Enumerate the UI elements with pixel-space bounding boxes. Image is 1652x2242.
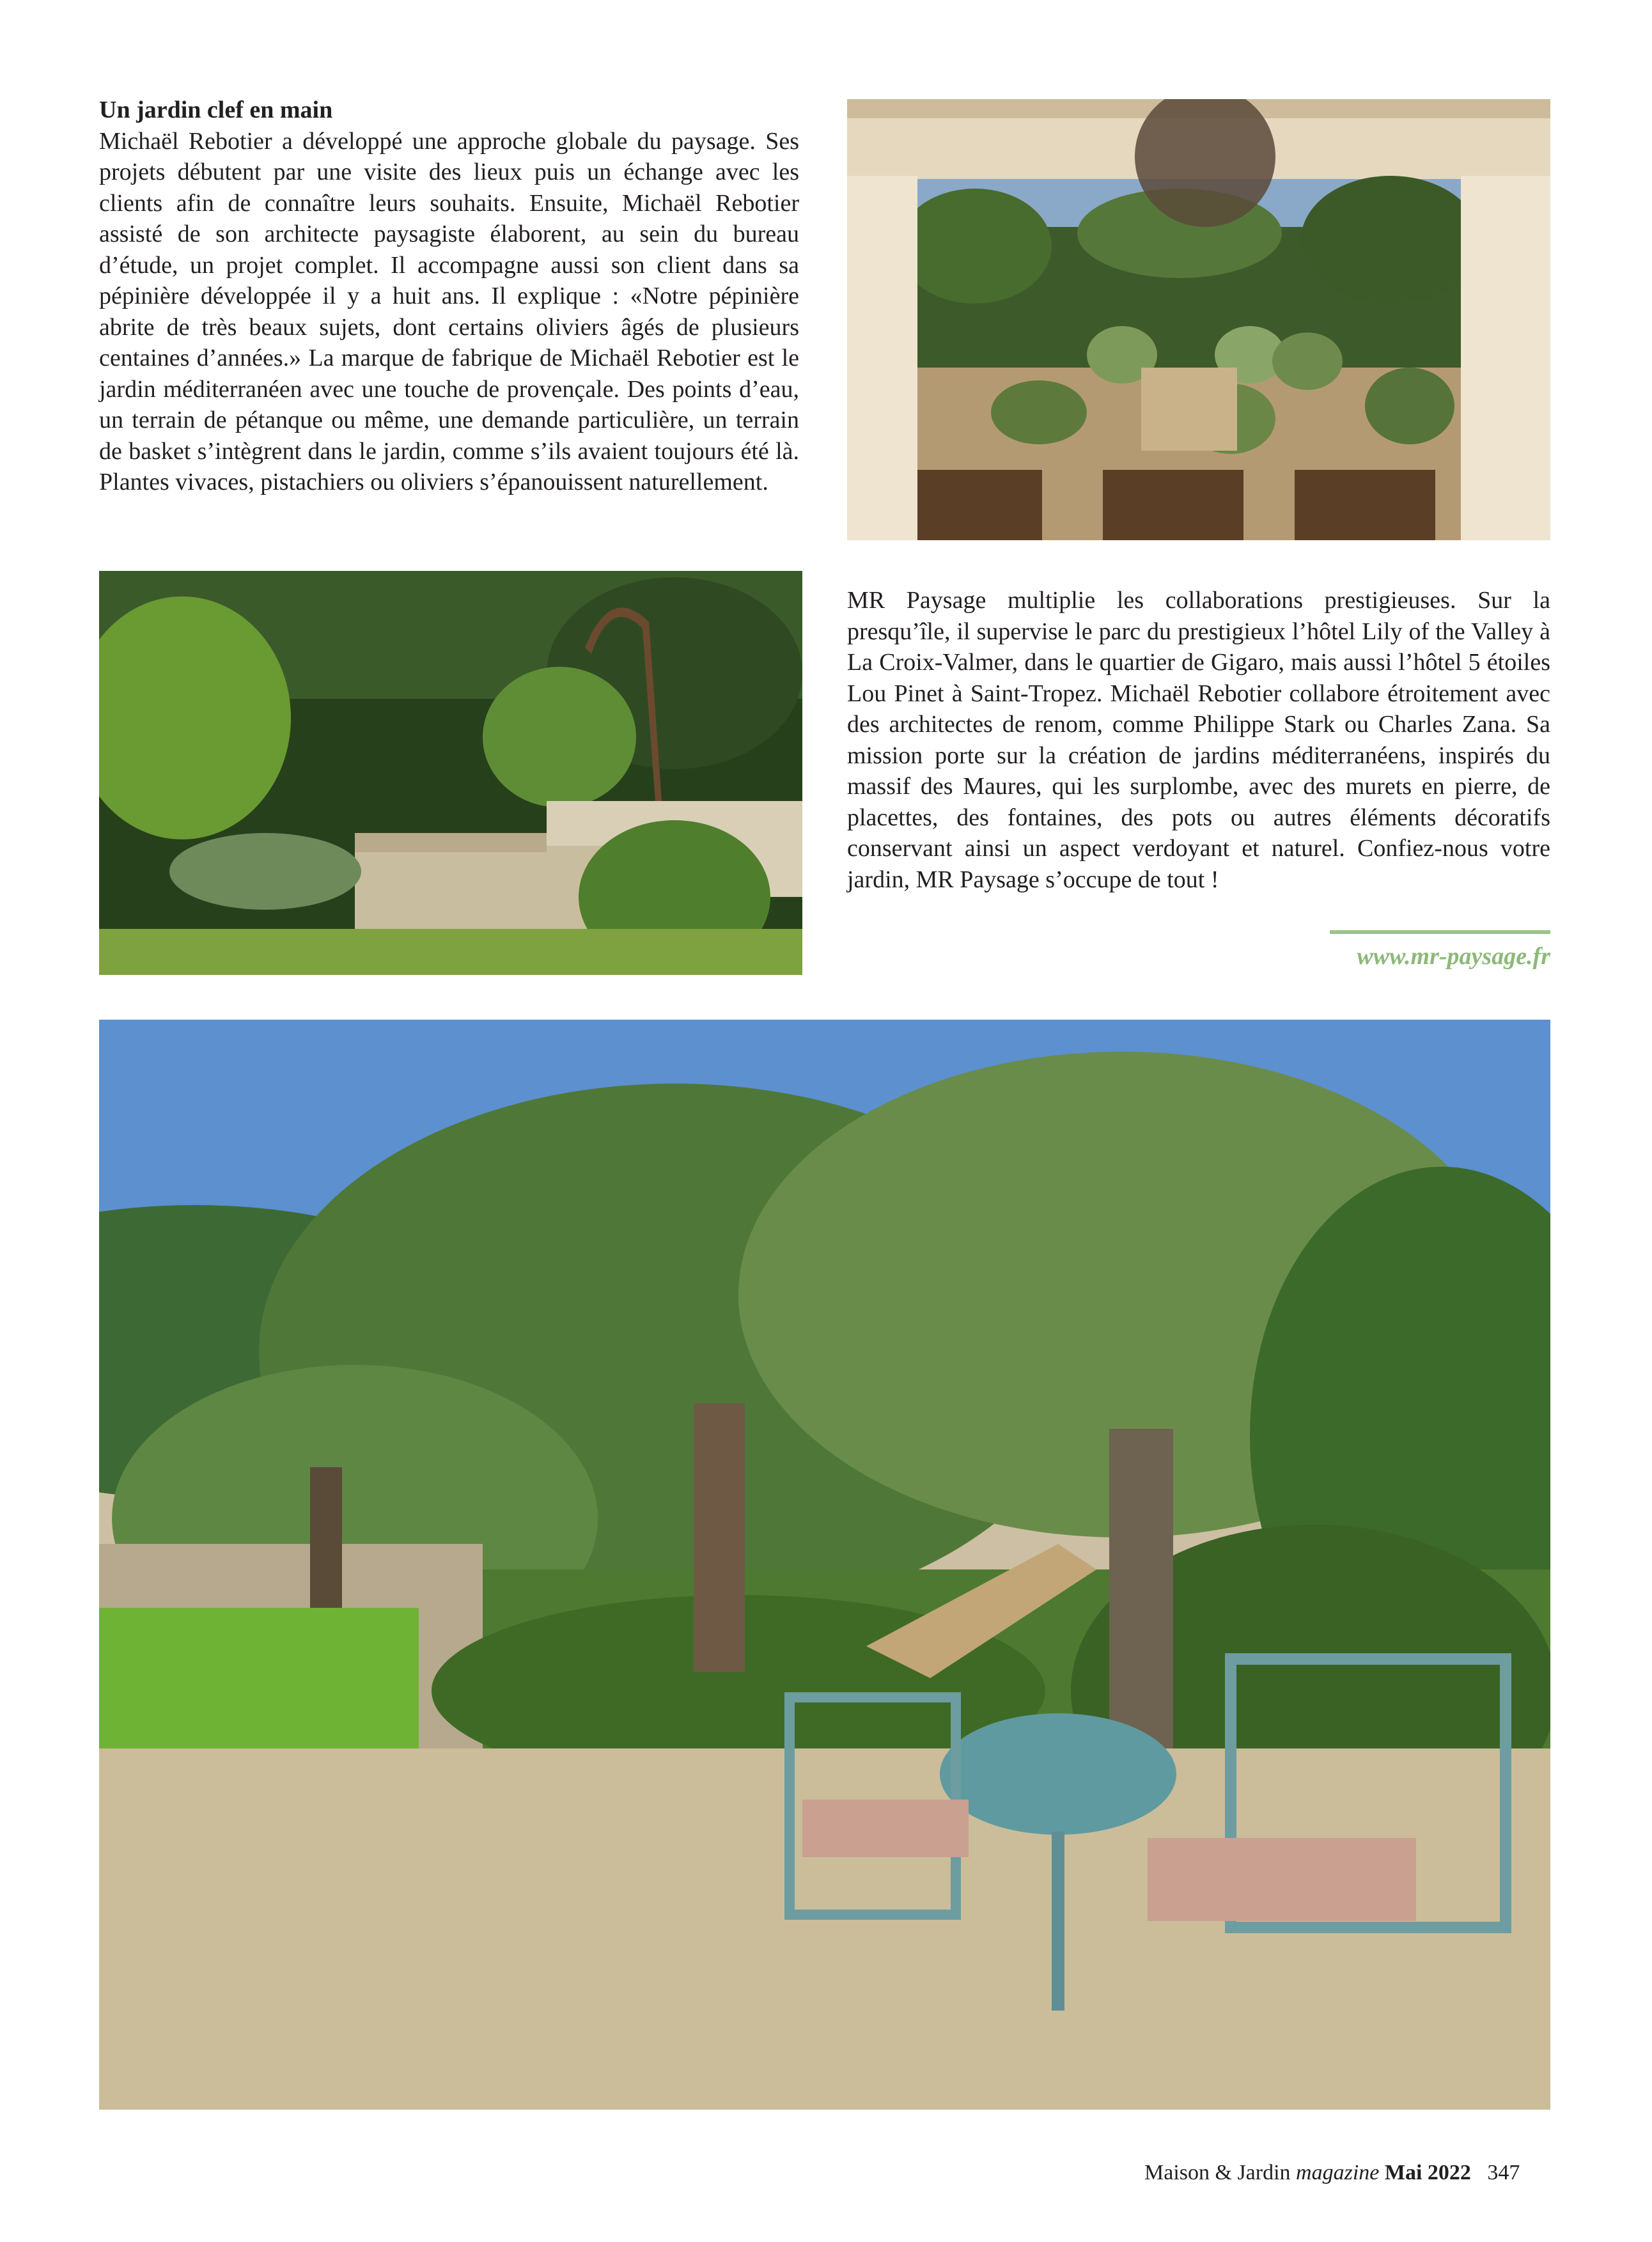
section-collaborations: [847, 585, 1550, 895]
issue-date: Mai 2022: [1384, 2161, 1471, 2184]
page-footer: [1144, 2161, 1520, 2185]
section-body: Michaël Rebotier a développé une approche globale du paysage. Ses projets débutent par une visite des lieux puis un échange avec les clients afin de connaître leurs souhaits. Ensuite, Michaël Rebotier assisté de son architecte paysagiste élaborent, au sein du bureau d’étude, un projet complet. Il accompagne aussi son client dans sa pépinière développée il y a huit ans. Il explique : «Notre pépinière abrite de très beaux sujets, dont certains oliviers âgés de plusieurs centaines d’années.» La marque de fabrique de Michaël Rebotier est le jardin méditerranéen avec une touche de provençale. Des points d’eau, un terrain de pétanque ou même, une demande particulière, un terrain de basket s’intègrent dans le jardin, comme s’ils avaient toujours été là. Plantes vivaces, pistachiers ou oliviers s’épanouissent naturellement.: [99, 127, 799, 495]
photo-terrace-view: [847, 99, 1550, 540]
photo-olive-terrace: [99, 1020, 1550, 2110]
website-link[interactable]: www.mr-paysage.fr: [1357, 943, 1550, 970]
section-body: MR Paysage multiplie les collaborations prestigieuses. Sur la presqu’île, il supervise le parc du prestigieux l’hôtel Lily of the Valley à La Croix-Valmer, dans le quartier de Gigaro, mais aussi l’hôtel 5 étoiles Lou Pinet à Saint-Tropez. Michaël Rebotier collabore étroitement avec des architectes de renom, comme Philippe Stark ou Charles Zana. Sa mission porte sur la création de jardins méditerranéens, inspirés du massif des Maures, qui les surplombe, avec des murets en pierre, de placettes, des fontaines, des pots ou autres éléments décoratifs conservant ainsi un aspect verdoyant et naturel. Confiez-nous votre jardin, MR Paysage s’occupe de tout !: [847, 587, 1550, 893]
page-number: 347: [1487, 2161, 1520, 2184]
accent-rule: [1330, 930, 1550, 934]
magazine-word: magazine: [1296, 2161, 1380, 2184]
section-heading: Un jardin clef en main: [99, 97, 333, 123]
photo-garden-fountain: [99, 571, 802, 975]
section-un-jardin: [99, 95, 799, 498]
magazine-name: Maison & Jardin: [1144, 2161, 1291, 2184]
